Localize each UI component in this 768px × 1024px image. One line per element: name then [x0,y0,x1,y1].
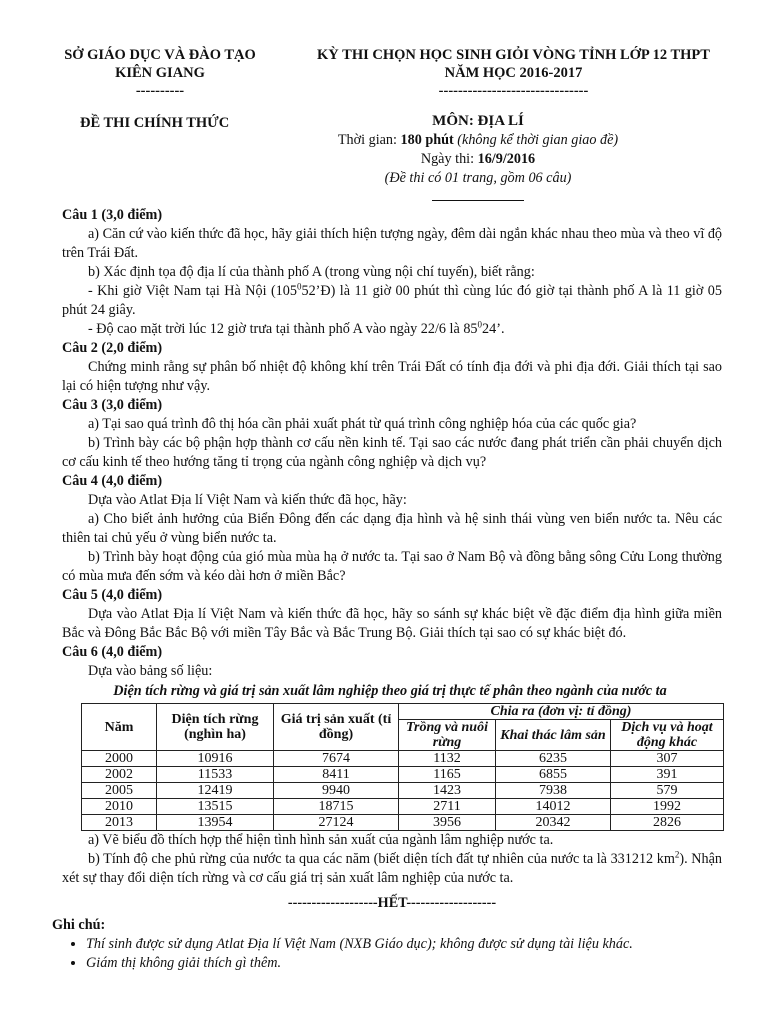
province-name: KIÊN GIANG [115,65,205,81]
table-cell: 7938 [496,783,611,799]
exam-header [286,46,741,100]
table-cell: 1165 [399,767,496,783]
header-year: Năm [82,704,157,751]
table-cell: 2002 [82,767,157,783]
question-6b [62,850,722,888]
question-4a: a) Cho biết ảnh hưởng của Biển Đông đến các dạng địa hình và hệ sinh thái vùng ven biển nước ta. Nêu các thiên tai chủ yếu ở vùng biển nước ta. [62,511,722,546]
table-cell: 6855 [496,767,611,783]
table-cell: 18715 [274,799,399,815]
header-breakdown: Chia ra (đơn vị: tỉ đồng) [399,704,724,720]
table-cell: 8411 [274,767,399,783]
q1b1-text: - Khi giờ Việt Nam tại Hà Nội (105 [88,283,297,299]
date-value: 16/9/2016 [477,151,536,167]
q1b2-degree: 0 [477,319,483,330]
header-production-value: Giá trị sản xuất (tỉ đồng) [274,704,399,751]
forestry-data-table [81,703,724,831]
notes-title: Ghi chú: [52,917,106,933]
question-1a: a) Căn cứ vào kiến thức đã học, hãy giải thích hiện tượng ngày, đêm dài ngắn khác nhau theo mùa và theo vĩ độ trên Trái Đất. [62,226,723,261]
table-cell: 579 [611,783,724,799]
department-divider: ---------- [135,83,185,99]
exam-content [52,206,723,973]
q6b-text: b) Tính độ che phủ rừng của nước ta qua các năm (biết diện tích đất tự nhiên của nước ta là 331212 km [88,851,675,867]
notes-list [62,935,722,973]
question-3-title: Câu 3 (3,0 điểm) [62,397,163,413]
question-4b: b) Trình bày hoạt động của gió mùa mùa hạ ở nước ta. Tại sao ở Nam Bộ và đồng bằng sông Cửu Long thường có mùa mưa đến sớm và kéo dài hơn ở miền Bắc? [62,549,722,584]
question-5-text: Dựa vào Atlat Địa lí Việt Nam và kiến thức đã học, hãy so sánh sự khác biệt về đặc điểm địa hình giữa miền Bắc và Đông Bắc Bắc Bộ với miền Tây Bắc và Bắc Trung Bộ. Giải thích tại sao có sự khác biệt đó. [62,606,722,641]
table-cell: 27124 [274,815,399,831]
end-marker: -------------------HẾT------------------- [287,895,497,911]
date-label: Ngày thi: [420,151,478,167]
table-cell: 13954 [157,815,274,831]
question-1b-item-2 [62,320,722,339]
table-row [82,815,724,831]
header-services: Dịch vụ và hoạt động khác [611,720,724,751]
table-cell: 9940 [274,783,399,799]
table-cell: 2711 [399,799,496,815]
table-cell: 391 [611,767,724,783]
table-row [82,767,724,783]
question-2-title: Câu 2 (2,0 điểm) [62,340,163,356]
question-1b-item-1 [62,282,722,320]
table-cell: 11533 [157,767,274,783]
department-name: SỞ GIÁO DỤC VÀ ĐÀO TẠO [64,47,256,63]
time-label: Thời gian: [337,132,401,148]
note-item-atlas: • Thí sinh được sử dụng Atlat Địa lí Việt Nam (NXB Giáo dục); không được sử dụng tài liệu khác. [86,935,722,954]
header-forest-area: Diện tích rừng (nghìn ha) [157,704,274,751]
q1b2-rest: 24’. [482,321,505,337]
table-cell: 2005 [82,783,157,799]
question-4-title: Câu 4 (4,0 điểm) [62,473,163,489]
date-line [318,150,638,169]
table-row [82,799,724,815]
department-header [40,46,280,100]
time-value: 180 phút [400,132,454,148]
time-note: (không kể thời gian giao đề) [453,132,619,148]
info-underline [432,200,524,201]
header-harvesting: Khai thác lâm sản [496,720,611,751]
table-row [82,783,724,799]
table-cell: 20342 [496,815,611,831]
q1b1-rest: 52’Đ) là 11 giờ 00 phút thì cùng lúc đó giờ tại thành phố A là 11 giờ 05 phút 24 giây. [62,283,722,318]
table-cell: 7674 [274,751,399,767]
q6b-rest: ). Nhận xét sự thay đổi diện tích rừng và cơ cấu giá trị sản xuất lâm nghiệp của nước ta. [62,851,722,886]
subject-title: MÔN: ĐỊA LÍ [432,113,524,129]
table-cell: 6235 [496,751,611,767]
question-3b: b) Trình bày các bộ phận hợp thành cơ cấu nền kinh tế. Tại sao các nước đang phát triển cần phải chuyển dịch cơ cấu kinh tế theo hướng tăng tỉ trọng của ngành công nghiệp và dịch vụ? [62,435,722,470]
table-caption: Diện tích rừng và giá trị sản xuất lâm nghiệp theo giá trị thực tế phân theo ngành của nước ta [113,683,667,699]
q1b1-degree: 0 [296,281,302,292]
question-6a: a) Vẽ biểu đồ thích hợp thể hiện tình hình sản xuất của ngành lâm nghiệp nước ta. [88,832,554,848]
table-cell: 10916 [157,751,274,767]
question-6-title: Câu 6 (4,0 điểm) [62,644,163,660]
question-5-title: Câu 5 (4,0 điểm) [62,587,163,603]
table-cell: 2013 [82,815,157,831]
table-cell: 307 [611,751,724,767]
q6b-superscript: 2 [674,849,680,860]
table-cell: 2000 [82,751,157,767]
pages-note [318,169,638,188]
time-line [318,131,638,150]
table-cell: 14012 [496,799,611,815]
q1b2-text: - Độ cao mặt trời lúc 12 giờ trưa tại thành phố A vào ngày 22/6 là 85 [88,321,478,337]
table-cell: 1992 [611,799,724,815]
pages-note-text: (Đề thi có 01 trang, gồm 06 câu) [384,170,572,186]
exam-info [318,112,638,207]
table-cell: 13515 [157,799,274,815]
official-exam-label: ĐỀ THI CHÍNH THỨC [80,115,230,131]
question-1-title: Câu 1 (3,0 điểm) [62,207,163,223]
question-6-intro: Dựa vào bảng số liệu: [88,663,213,679]
table-cell: 2010 [82,799,157,815]
header-planting: Trồng và nuôi rừng [399,720,496,751]
question-2-text: Chứng minh rằng sự phân bố nhiệt độ không khí trên Trái Đất có tính địa đới và phi địa đới. Giải thích tại sao lại có hiện tượng như vậy. [62,359,722,394]
school-year: NĂM HỌC 2016-2017 [444,65,583,81]
table-row [82,751,724,767]
table-cell: 1423 [399,783,496,799]
question-1b: b) Xác định tọa độ địa lí của thành phố A (trong vùng nội chí tuyến), biết rằng: [88,264,535,280]
exam-divider: ------------------------------- [438,83,589,99]
question-3a: a) Tại sao quá trình đô thị hóa cần phải xuất phát từ quá trình công nghiệp hóa của các quốc gia? [88,416,637,432]
table-cell: 1132 [399,751,496,767]
table-cell: 2826 [611,815,724,831]
note-item-proctor: • Giám thị không giải thích gì thêm. [86,954,722,973]
exam-title: KỲ THI CHỌN HỌC SINH GIỎI VÒNG TỈNH LỚP 12 THPT [317,47,710,63]
question-4-intro: Dựa vào Atlat Địa lí Việt Nam và kiến thức đã học, hãy: [88,492,407,508]
table-cell: 12419 [157,783,274,799]
table-cell: 3956 [399,815,496,831]
